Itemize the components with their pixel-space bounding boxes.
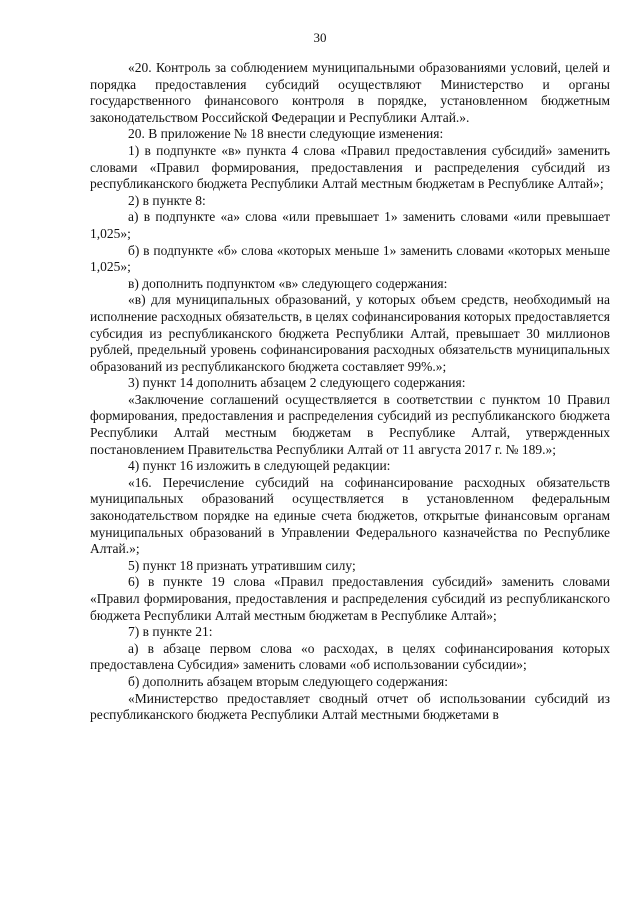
paragraph-item-6: 6) в пункте 19 слова «Правил предоставления субсидий» заменить словами «Правил формирования, предоставления и распределения субсидий из республиканского бюджета Республики Алтай местным бюджетам в Республике Алтай»; <box>90 574 610 623</box>
paragraph-item-7: 7) в пункте 21: <box>128 624 213 640</box>
paragraph-control-clause: «20. Контроль за соблюдением муниципальными образованиями условий, целей и порядка предоставления субсидий осуществляют Министерство и органы государственного финансового контроля в порядке, установленном бюджетным законодательством Российской Федерации и Республики Алтай.». <box>90 60 610 125</box>
paragraph-item-3: 3) пункт 14 дополнить абзацем 2 следующего содержания: <box>128 375 466 391</box>
paragraph-item-4: 4) пункт 16 изложить в следующей редакции: <box>128 458 391 474</box>
paragraph-subitem-b: б) в подпункте «б» слова «которых меньше 1» заменить словами «которых меньше 1,025»; <box>90 242 610 275</box>
page-number: 30 <box>313 30 327 45</box>
paragraph-appendix-18-heading: 20. В приложение № 18 внести следующие изменения: <box>128 126 444 142</box>
paragraph-subitem-a: а) в подпункте «а» слова «или превышает 1» заменить словами «или превышает 1,025»; <box>90 209 610 241</box>
paragraph-item-4-text: «16. Перечисление субсидий на софинансирование расходных обязательств муниципальных образований осуществляется в установленном федеральным законодательством порядке на единые счета бюджетов, открытые финансовым органам муниципальных образований в Управлении Федерального казначейства по Республике Алтай.»; <box>90 474 610 557</box>
paragraph-subitem-v-text: «в) для муниципальных образований, у которых объем средств, необходимый на исполнение расходных обязательств, в целях софинансирования которых предоставляется субсидия из республиканского бюджета Республики Алтай, превышает 30 миллионов рублей, предельный уровень софинансирования расходных обязательств муниципальных образований из республиканского бюджета составляет 99%.»; <box>90 292 610 374</box>
document-body <box>90 60 610 724</box>
paragraph-subitem-v: в) дополнить подпунктом «в» следующего содержания: <box>128 275 448 291</box>
paragraph-item-7-b: б) дополнить абзацем вторым следующего содержания: <box>128 673 448 689</box>
paragraph-item-7-a: а) в абзаце первом слова «о расходах, в целях софинансирования которых предоставлена Субсидия» заменить словами «об использовании субсидии»; <box>90 640 610 673</box>
paragraph-item-7-b-text: «Министерство предоставляет сводный отчет об использовании субсидий из республиканского бюджета Республики Алтай местными бюджетами в <box>90 690 610 723</box>
paragraph-item-3-text: «Заключение соглашений осуществляется в соответствии с пунктом 10 Правил формирования, предоставления и распределения субсидий из республиканского бюджета Республики Алтай местным бюджетам в Республике Алтай, утвержденных постановлением Правительства Республики Алтай от 11 августа 2017 г. № 189.»; <box>90 391 610 457</box>
paragraph-item-2: 2) в пункте 8: <box>128 192 206 208</box>
paragraph-item-1: 1) в подпункте «в» пункта 4 слова «Правил предоставления субсидий» заменить словами «Правил формирования, предоставления и распределения субсидий из республиканского бюджета Республики Алтай местным бюджетам в Республике Алтай»; <box>90 142 610 192</box>
paragraph-item-5: 5) пункт 18 признать утратившим силу; <box>128 557 356 573</box>
